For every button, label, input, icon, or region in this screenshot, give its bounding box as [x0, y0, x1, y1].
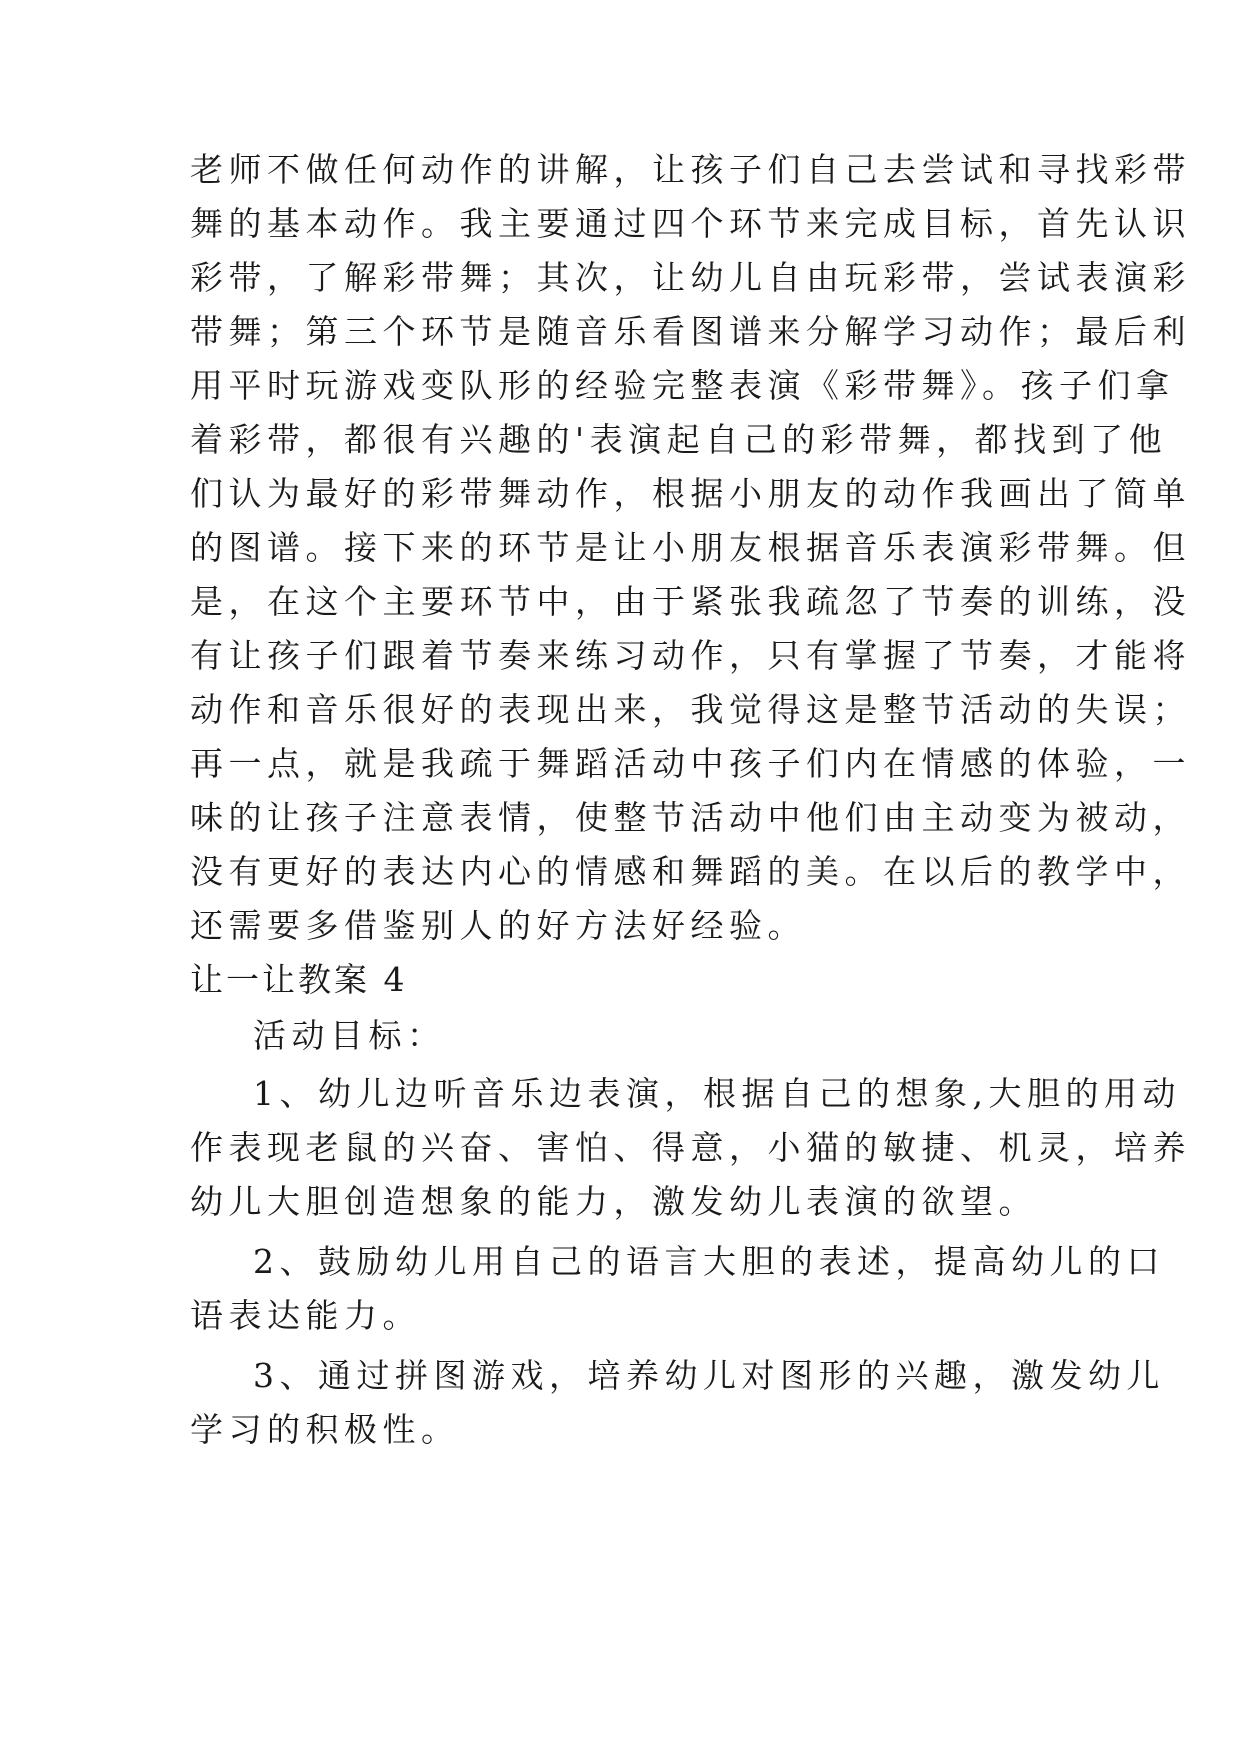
paragraph-line: 是，在这个主要环节中，由于紧张我疏忽了节奏的训练，没: [190, 582, 1191, 621]
paragraph-line: 有让孩子们跟着节奏来练习动作，只有掌握了节奏，才能将: [190, 636, 1191, 675]
paragraph-line: 带舞；第三个环节是随音乐看图谱来分解学习动作；最后利: [190, 312, 1191, 351]
paragraph-line: 的图谱。接下来的环节是让小朋友根据音乐表演彩带舞。但: [190, 528, 1191, 567]
paragraph-line: 再一点，就是我疏于舞蹈活动中孩子们内在情感的体验，一: [190, 744, 1191, 783]
goal-line: 语表达能力。: [190, 1296, 421, 1335]
paragraph-line: 用平时玩游戏变队形的经验完整表演《彩带舞》。孩子们拿: [190, 366, 1175, 405]
paragraph-line: 彩带，了解彩带舞；其次，让幼儿自由玩彩带，尝试表演彩: [190, 258, 1191, 297]
section-title: 让一让教案 4: [190, 960, 408, 999]
goal-line: 学习的积极性。: [190, 1410, 460, 1449]
paragraph-line: 还需要多借鉴别人的好方法好经验。: [190, 906, 806, 945]
paragraph-line: 老师不做任何动作的讲解，让孩子们自己去尝试和寻找彩带: [190, 150, 1191, 189]
goals-label: 活动目标：: [253, 1016, 446, 1055]
paragraph-line: 味的让孩子注意表情，使整节活动中他们由主动变为被动，: [190, 798, 1191, 837]
goal-line: 作表现老鼠的兴奋、害怕、得意，小猫的敏捷、机灵，培养: [190, 1128, 1191, 1167]
goal-line: 1、幼儿边听音乐边表演，根据自己的想象,大胆的用动: [253, 1074, 1181, 1113]
goal-line: 幼儿大胆创造想象的能力，激发幼儿表演的欲望。: [190, 1182, 1037, 1221]
goal-line: 2、鼓励幼儿用自己的语言大胆的表述，提高幼儿的口: [253, 1242, 1165, 1281]
paragraph-line: 舞的基本动作。我主要通过四个环节来完成目标，首先认识: [190, 204, 1191, 243]
goal-line: 3、通过拼图游戏，培养幼儿对图形的兴趣，激发幼儿: [253, 1356, 1165, 1395]
paragraph-line: 没有更好的表达内心的情感和舞蹈的美。在以后的教学中，: [190, 852, 1191, 891]
paragraph-line: 着彩带，都很有兴趣的'表演起自己的彩带舞，都找到了他: [190, 420, 1168, 459]
paragraph-line: 们认为最好的彩带舞动作，根据小朋友的动作我画出了简单: [190, 474, 1191, 513]
paragraph-line: 动作和音乐很好的表现出来，我觉得这是整节活动的失误；: [190, 690, 1191, 729]
